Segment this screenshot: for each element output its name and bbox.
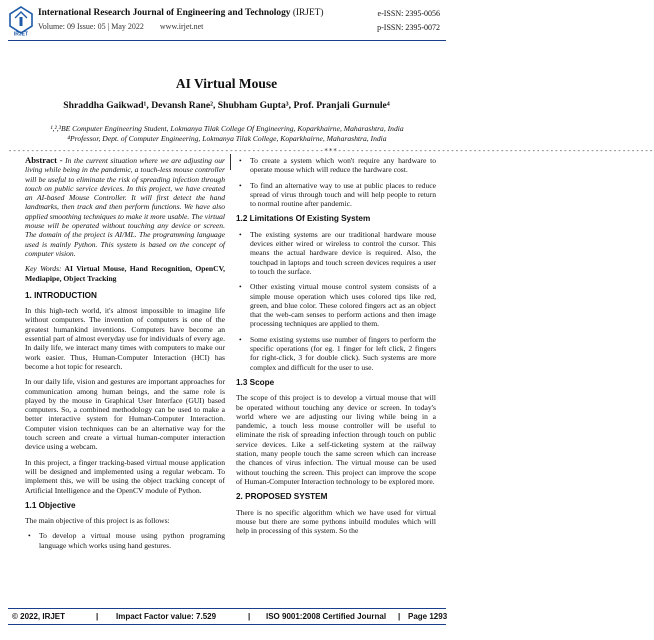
abstract-text: In the current situation where we are adjusting our living while being in the pandemic, a touch-less mouse controller will be useful to eliminate the risk of spreading infection through touch on public service devices. In this project, we have created an AI-based Mouse Controller. It will first detect the hand landmarks, then track and then perform functions. We have also applied smoothing techniques to make it more usable. The virtual mouse will be operated without touching any device or screen. The domain of the project is AI/ML. The programming language used is mainly Python. This system is based on the concept of computer vision. xyxy=(25,156,225,258)
header-rule xyxy=(8,40,446,41)
scope-paragraph: The scope of this project is to develop a virtual mouse that will be operated without touching any device or screen. In today's world where we are adjusting our living while being in a pandemic, a touch less mouse controller will be useful to eliminate the risk of spreading infection through touch on public service devices. Like a self-ticketing system at the railway station, many people touch the same screen which can increase the chances of virus infection. The virtual mouse can be used without touching the screen. This project can improve the scope of Human-Computer Interaction technology to be explored more. xyxy=(236,393,436,486)
journal-website[interactable]: www.irjet.net xyxy=(159,22,204,31)
separator-line: ----------------------------------------------------------------------***---------------------------------------------------------------------- xyxy=(8,147,654,155)
journal-title: International Research Journal of Engineering and Technology xyxy=(38,8,291,18)
footer-page-number: Page 1293 xyxy=(408,612,448,621)
journal-abbreviation: (IRJET) xyxy=(292,8,324,18)
paper-title: AI Virtual Mouse xyxy=(175,76,278,91)
footer-separator: | xyxy=(248,612,251,621)
irjet-logo xyxy=(8,6,34,36)
journal-header xyxy=(8,6,446,36)
limitations-list xyxy=(236,230,436,372)
footer-separator: | xyxy=(96,612,99,621)
limitation-item: • Some existing systems use number of fingers to perform the specific operations (for eg. 1 finger for left click, 2 fingers for right-click, 3 for double click). Such systems are more complex and difficult for the user to use. xyxy=(236,335,436,372)
objective-list-continued xyxy=(236,156,436,208)
objective-intro: The main objective of this project is as follows: xyxy=(25,516,170,526)
objective-item: • To develop a virtual mouse using python programing language which works using hand gestures. xyxy=(25,531,225,550)
abstract-label: Abstract - xyxy=(25,155,63,165)
keywords xyxy=(25,264,225,283)
section-heading-objective: 1.1 Objective xyxy=(25,500,76,510)
limitation-item: • Other existing virtual mouse control system consists of a simple mouse operation which uses colored tips like red, green, and blue color. These colored fingers act as an object that the web-cam senses to perform actions and then image processing techniques are applied to them. xyxy=(236,282,436,328)
affiliation-students: ¹,²,³BE Computer Engineering Student, Lokmanya Tilak College Of Engineering, Koparkhairne, Maharashtra, India xyxy=(50,124,404,133)
intro-paragraph-2: In our daily life, vision and gestures are important approaches for communication among human beings, and the same role is played by the mouse in Graphical User Interface (GUI) based computers. So, a combined methodology can be used to make a better interactive system for Human-Computer Interaction. Computer vision techniques can be an alternative way for the touch screen and create a virtual human-computer interaction device using a webcam. xyxy=(25,377,225,452)
limitation-item: • The existing systems are our traditional hardware mouse devices either wired or wireless to control the cursor. This means the actual hardware device is required. Also, the touchpad in laptops and touch screen devices requires a user to touch the surface. xyxy=(236,230,436,276)
footer-bottom-rule xyxy=(8,624,446,625)
section-heading-proposed-system: 2. PROPOSED SYSTEM xyxy=(236,492,328,502)
affiliation-professor: ⁴Professor, Dept. of Computer Engineering, Lokmanya Tilak College, Koparkhairne, Maharashtra, India xyxy=(67,134,387,143)
section-heading-scope: 1.3 Scope xyxy=(236,377,275,387)
right-column xyxy=(236,156,436,541)
keywords-text: AI Virtual Mouse, Hand Recognition, OpenCV, Mediapipe, Object Tracking xyxy=(25,264,225,283)
footer-iso: ISO 9001:2008 Certified Journal xyxy=(266,612,387,621)
volume-issue: Volume: 09 Issue: 05 | May 2022 xyxy=(38,22,144,31)
footer-separator: | xyxy=(398,612,401,621)
abstract xyxy=(25,156,225,258)
intro-paragraph-1: In this high-tech world, it's almost impossible to imagine life without computers. The invention of computers is one of the greatest humankind inventions. Computers have become an essential part of almost everyday use for individuals of every age. In daily life, we interact many times with computers to make our work easier. Thus, Human-Computer Interaction (HCI) has become a hot topic for research. xyxy=(25,306,225,371)
footer-rule xyxy=(8,608,446,609)
left-column xyxy=(25,156,225,556)
intro-paragraph-3: In this project, a finger tracking-based virtual mouse application will be designed and implemented using a regular webcam. To implement this, we will be using the object tracking concept of Artificial Intelligence and the OpenCV module of Python. xyxy=(25,457,225,495)
objective-item: • To find an alternative way to use at public places to reduce spread of virus through touch and will help people to return to normal routine after pandemic. xyxy=(236,181,436,209)
section-heading-limitations: 1.2 Limitations Of Existing System xyxy=(236,214,371,224)
svg-text:IRJET: IRJET xyxy=(13,31,29,38)
column-divider xyxy=(230,154,231,170)
journal-name xyxy=(38,8,324,18)
p-issn: p-ISSN: 2395-0072 xyxy=(377,23,440,32)
keywords-label: Key Words: xyxy=(25,264,62,274)
footer-copyright: © 2022, IRJET xyxy=(12,612,66,621)
section-heading-introduction: 1. INTRODUCTION xyxy=(25,290,97,300)
author-list: Shraddha Gaikwad¹, Devansh Rane², Shubham Gupta³, Prof. Pranjali Gurnule⁴ xyxy=(63,100,390,111)
footer-impact-factor: Impact Factor value: 7.529 xyxy=(116,612,217,621)
volume-line xyxy=(38,22,217,31)
objective-list xyxy=(25,531,225,550)
objective-item: • To create a system which won't require any hardware to operate mouse which will reduce the hardware cost. xyxy=(236,156,436,175)
e-issn: e-ISSN: 2395-0056 xyxy=(377,9,440,18)
affiliations xyxy=(8,124,446,144)
proposed-paragraph: There is no specific algorithm which we have used for virtual mouse but there are some pythons inbuild modules which will help in processing of this system. So the xyxy=(236,507,436,536)
